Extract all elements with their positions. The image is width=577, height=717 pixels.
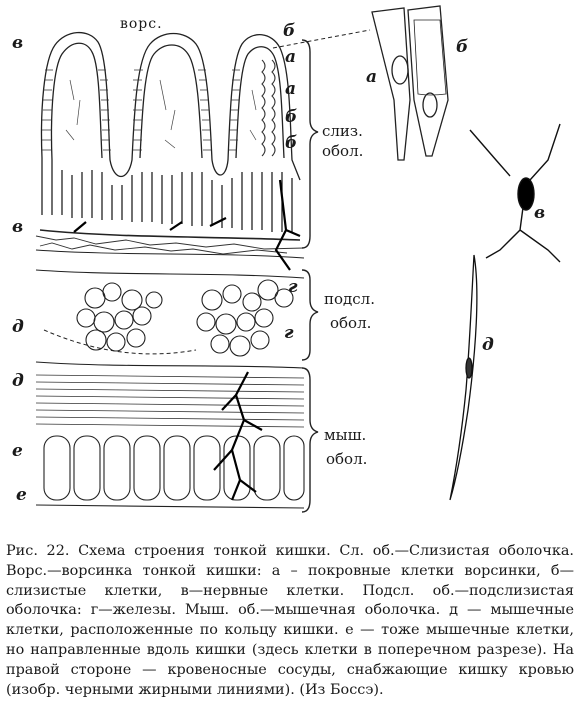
layer-muscle-line1: мыш.: [324, 426, 367, 444]
label-v-top: в: [12, 33, 24, 53]
label-e-2: е: [16, 485, 27, 505]
label-a-1: а: [285, 47, 297, 67]
label-d-2: д: [12, 371, 24, 391]
blood-vessels: [74, 180, 300, 500]
label-v-mid: в: [12, 217, 24, 237]
epithelium-cells: [42, 60, 275, 156]
label-g-2: г: [284, 323, 294, 343]
inset-label-d: д: [482, 335, 494, 355]
longitudinal-muscle-layer: [36, 436, 304, 508]
inset-label-a: а: [366, 67, 378, 87]
label-a-2: а: [285, 79, 297, 99]
label-villus: ворс.: [120, 16, 163, 32]
inset-muscle-cell: [450, 255, 477, 500]
layer-braces: [302, 40, 318, 512]
layer-submucosa-line2: обол.: [330, 314, 372, 332]
label-b-top: б: [283, 21, 296, 41]
label-g-1: г: [288, 277, 298, 297]
layer-mucosa-line2: обол.: [322, 142, 364, 160]
layer-submucosa-line1: подсл.: [324, 290, 375, 308]
layer-muscle-line2: обол.: [326, 450, 368, 468]
villi-interior-texture: [66, 80, 256, 148]
inset-nerve-cell: [470, 124, 560, 262]
layer-mucosa-line1: слиз.: [322, 122, 363, 140]
pointer-lines: [44, 30, 370, 354]
label-b-3: б: [285, 133, 298, 153]
label-e-1: е: [12, 441, 23, 461]
inset-epithelial-cells: [372, 6, 448, 160]
figure-caption: [6, 542, 574, 700]
circular-muscle-layer: [36, 375, 304, 427]
caption-text: Рис. 22. Схема строения тонкой кишки. Сл. об.—Слизистая оболочка. Ворс.—ворсинка тонкой кишки: а – покровные клетки ворсинки, б—слизистые клетки, в—нервные клетки. Подсл. об.—подслизистая оболочка: г—железы. Мыш. об.—мышечная оболочка. д — мышечные клетки, расположенные по кольцу кишки. е — тоже мышечные клетки, но направленные вдоль кишки (здесь клетки в поперечном разрезе). На правой стороне — кровеносные сосуды, снабжающие кишку кровью (изобр. черными жирными линиями). (Из Боссэ).: [6, 543, 574, 698]
label-b-2: б: [285, 107, 298, 127]
inset-label-v: в: [534, 203, 546, 223]
inset-label-b: б: [456, 37, 469, 57]
label-d-1: д: [12, 317, 24, 337]
